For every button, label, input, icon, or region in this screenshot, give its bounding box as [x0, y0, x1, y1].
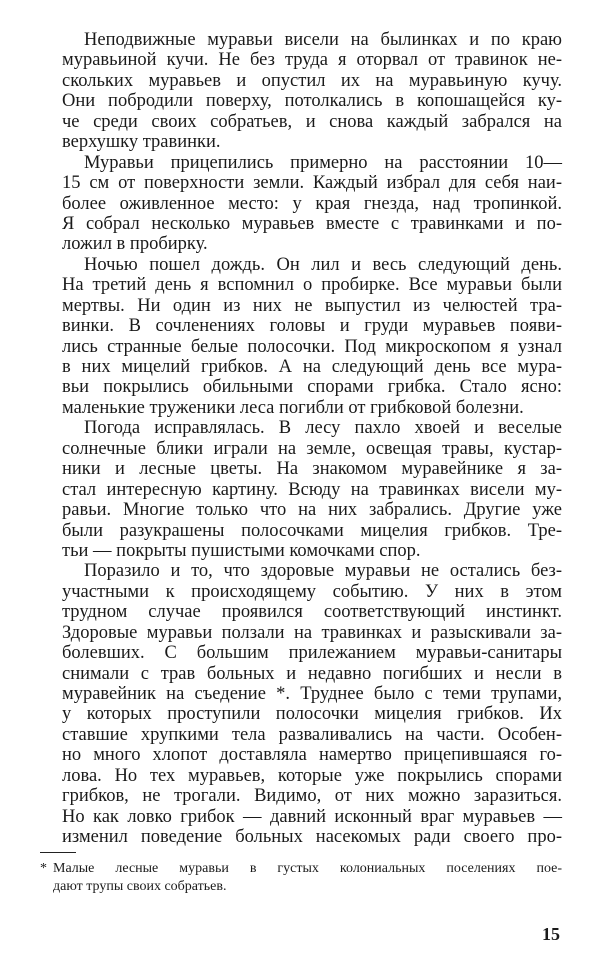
text-line: стал интересную картину. Всюду на травинках висели му- [62, 479, 562, 500]
text-line: вьи покрылись обильными спорами грибка. Стало ясно: [62, 377, 562, 398]
text-line: снимали с трав больных и недавно погибших и несли в [62, 663, 562, 684]
text-line: маленькие труженики леса погибли от грибковой болезни. [62, 397, 524, 418]
text-line: муравейник на съедение *. Труднее было с теми трупами, [62, 684, 562, 704]
text-line: верхушку травинки. [62, 132, 221, 153]
text-line: ники и лесные цветы. На знакомом муравейнике я за- [62, 459, 562, 480]
text-line: ставшие хрупкими тела разваливались на части. Особен- [62, 724, 562, 745]
text-line: грибков, не трогали. Видимо, от них можно заразиться. [62, 786, 562, 807]
text-line: в них мицелий грибков. А на следующий день все мура- [62, 357, 562, 377]
text-line: Неподвижные муравьи висели на былинках и по краю [84, 30, 562, 50]
text-line: болевших. С большим прилежанием муравьи-санитары [62, 643, 562, 664]
footnote [40, 860, 562, 896]
text-line: Муравьи прицепились примерно на расстоянии 10— [84, 152, 562, 173]
text-line: че среди своих собратьев, и снова каждый забрался на [62, 111, 562, 132]
text-line: трудном случае проявился соответствующий инстинкт. [62, 602, 562, 623]
text-line: солнечные блики играли на земле, освещая травы, кустар- [62, 438, 562, 459]
text-line: были разукрашены полосочками мицелия грибков. Тре- [62, 520, 562, 541]
text-line: изменил поведение больных насекомых ради своего про- [62, 827, 562, 848]
footnote-marker: * [40, 861, 47, 876]
text-line: Они побродили поверху, потолкались в копошащейся ку- [62, 91, 562, 112]
text-line: Я собрал несколько муравьев вместе с травинками и по- [62, 213, 562, 234]
text-line: но много хлопот доставляла намертво прицепившаяся го- [62, 745, 562, 766]
text-line: Поразило и то, что здоровые муравьи не остались без- [84, 561, 562, 582]
page-number: 15 [542, 924, 560, 944]
text-line: участными к происходящему событию. У них в этом [62, 581, 562, 602]
text-line: 15 см от поверхности земли. Каждый избрал для себя наи- [62, 173, 562, 194]
text-line: муравьиной кучи. Не без труда я оторвал от травинок не- [62, 50, 562, 71]
text-line: более оживленное место: у края гнезда, над тропинкой. [62, 193, 562, 214]
text-line: мертвы. Ни один из них не выпустил из челюстей тра- [62, 295, 562, 316]
footnote-separator [40, 852, 76, 853]
text-line: равьи. Многие только что на них забрались. Другие уже [62, 500, 562, 521]
text-line: Но как ловко грибок — давний исконный враг муравьев — [62, 806, 562, 827]
text-line: лись странные белые полосочки. Под микроскопом я узнал [62, 336, 562, 357]
text-line: тьи — покрыты пушистыми комочками спор. [62, 540, 421, 561]
text-line: лова. Но тех муравьев, которые уже покрылись спорами [62, 765, 562, 786]
text-line: у которых проступили полосочки мицелия грибков. Их [62, 704, 562, 725]
text-line: Погода исправлялась. В лесу пахло хвоей и веселые [84, 418, 562, 439]
footnote-line: дают трупы своих собратьев. [53, 879, 227, 894]
text-line: На третий день я вспомнил о пробирке. Все муравьи были [62, 275, 562, 296]
text-line: винки. В сочленениях головы и груди муравьев появи- [62, 316, 562, 337]
text-line: скольких муравьев и опустил их на муравьиную кучу. [62, 70, 562, 91]
footnote-line: * Малые лесные муравьи в густых колониальных поселениях пое- [40, 861, 562, 876]
text-line: ложил в пробирку. [62, 234, 208, 255]
body-text [62, 30, 562, 848]
text-line: Ночью пошел дождь. Он лил и весь следующий день. [84, 254, 562, 275]
text-line: Здоровые муравьи ползали на травинках и разыскивали за- [62, 622, 562, 643]
